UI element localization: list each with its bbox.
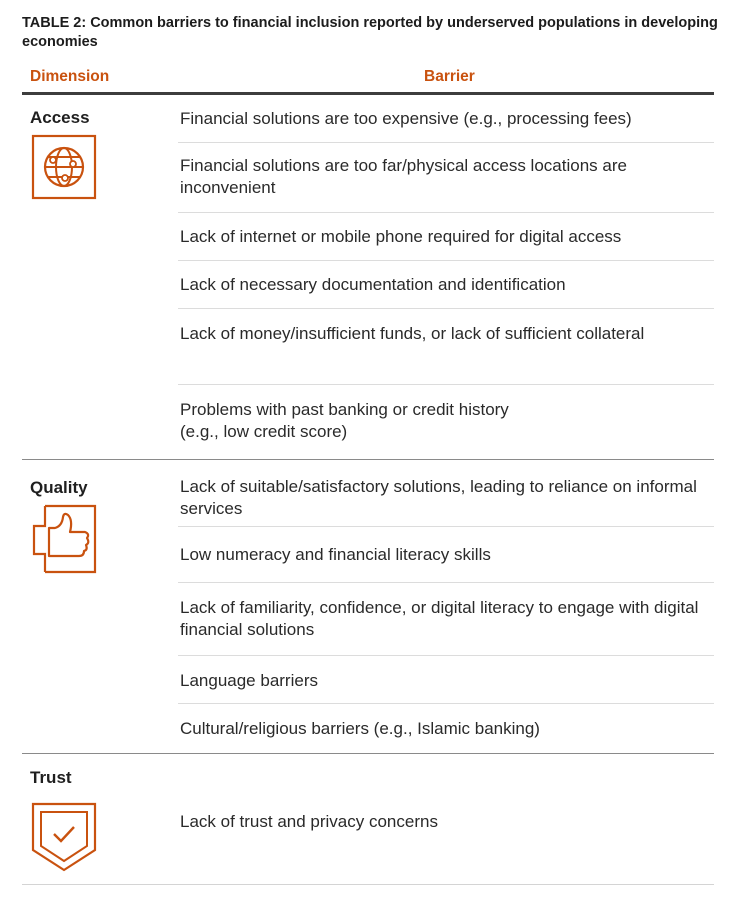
barrier-text: Lack of internet or mobile phone required for digital access bbox=[180, 227, 622, 246]
barrier-text: Financial solutions are too expensive (e.g., processing fees) bbox=[180, 109, 632, 128]
barrier-text: Lack of trust and privacy concerns bbox=[180, 812, 438, 831]
barrier-row bbox=[178, 385, 714, 459]
barrier-text: Lack of familiarity, confidence, or digital literacy to engage with digital financial solutions bbox=[180, 598, 699, 639]
shield-check-icon bbox=[31, 802, 97, 877]
header-barrier: Barrier bbox=[424, 68, 475, 85]
barrier-row bbox=[178, 213, 714, 261]
barrier-row bbox=[178, 309, 714, 385]
dimension-label: Trust bbox=[30, 768, 72, 787]
dimension-label: Access bbox=[30, 108, 90, 127]
barrier-text: Low numeracy and financial literacy skills bbox=[180, 545, 491, 564]
barrier-row bbox=[178, 460, 714, 527]
barrier-text: Lack of suitable/satisfactory solutions, leading to reliance on informal services bbox=[180, 477, 697, 518]
barrier-row bbox=[178, 656, 714, 704]
barrier-row bbox=[178, 583, 714, 656]
section-access bbox=[22, 96, 714, 460]
barrier-text: Problems with past banking or credit history (e.g., low credit score) bbox=[180, 400, 509, 441]
barrier-row bbox=[178, 96, 714, 143]
barrier-row bbox=[178, 704, 714, 753]
barrier-row bbox=[178, 527, 714, 583]
table-header bbox=[22, 66, 714, 95]
barrier-row bbox=[178, 261, 714, 309]
thumbs-up-icon bbox=[31, 504, 97, 579]
barrier-text: Cultural/religious barriers (e.g., Islamic banking) bbox=[180, 719, 540, 738]
table-caption: TABLE 2: Common barriers to financial inclusion reported by underserved populations in developing economies bbox=[22, 15, 718, 50]
globe-icon bbox=[31, 134, 97, 205]
barrier-text: Language barriers bbox=[180, 671, 318, 690]
dimension-label: Quality bbox=[30, 478, 88, 497]
barrier-text: Financial solutions are too far/physical access locations are inconvenient bbox=[180, 156, 627, 197]
barrier-text: Lack of money/insufficient funds, or lack of sufficient collateral bbox=[180, 324, 645, 343]
barrier-row bbox=[178, 143, 714, 213]
section-trust bbox=[22, 754, 714, 885]
barrier-text: Lack of necessary documentation and identification bbox=[180, 275, 566, 294]
header-dimension: Dimension bbox=[30, 68, 110, 85]
section-quality bbox=[22, 460, 714, 754]
barrier-row bbox=[178, 754, 714, 884]
